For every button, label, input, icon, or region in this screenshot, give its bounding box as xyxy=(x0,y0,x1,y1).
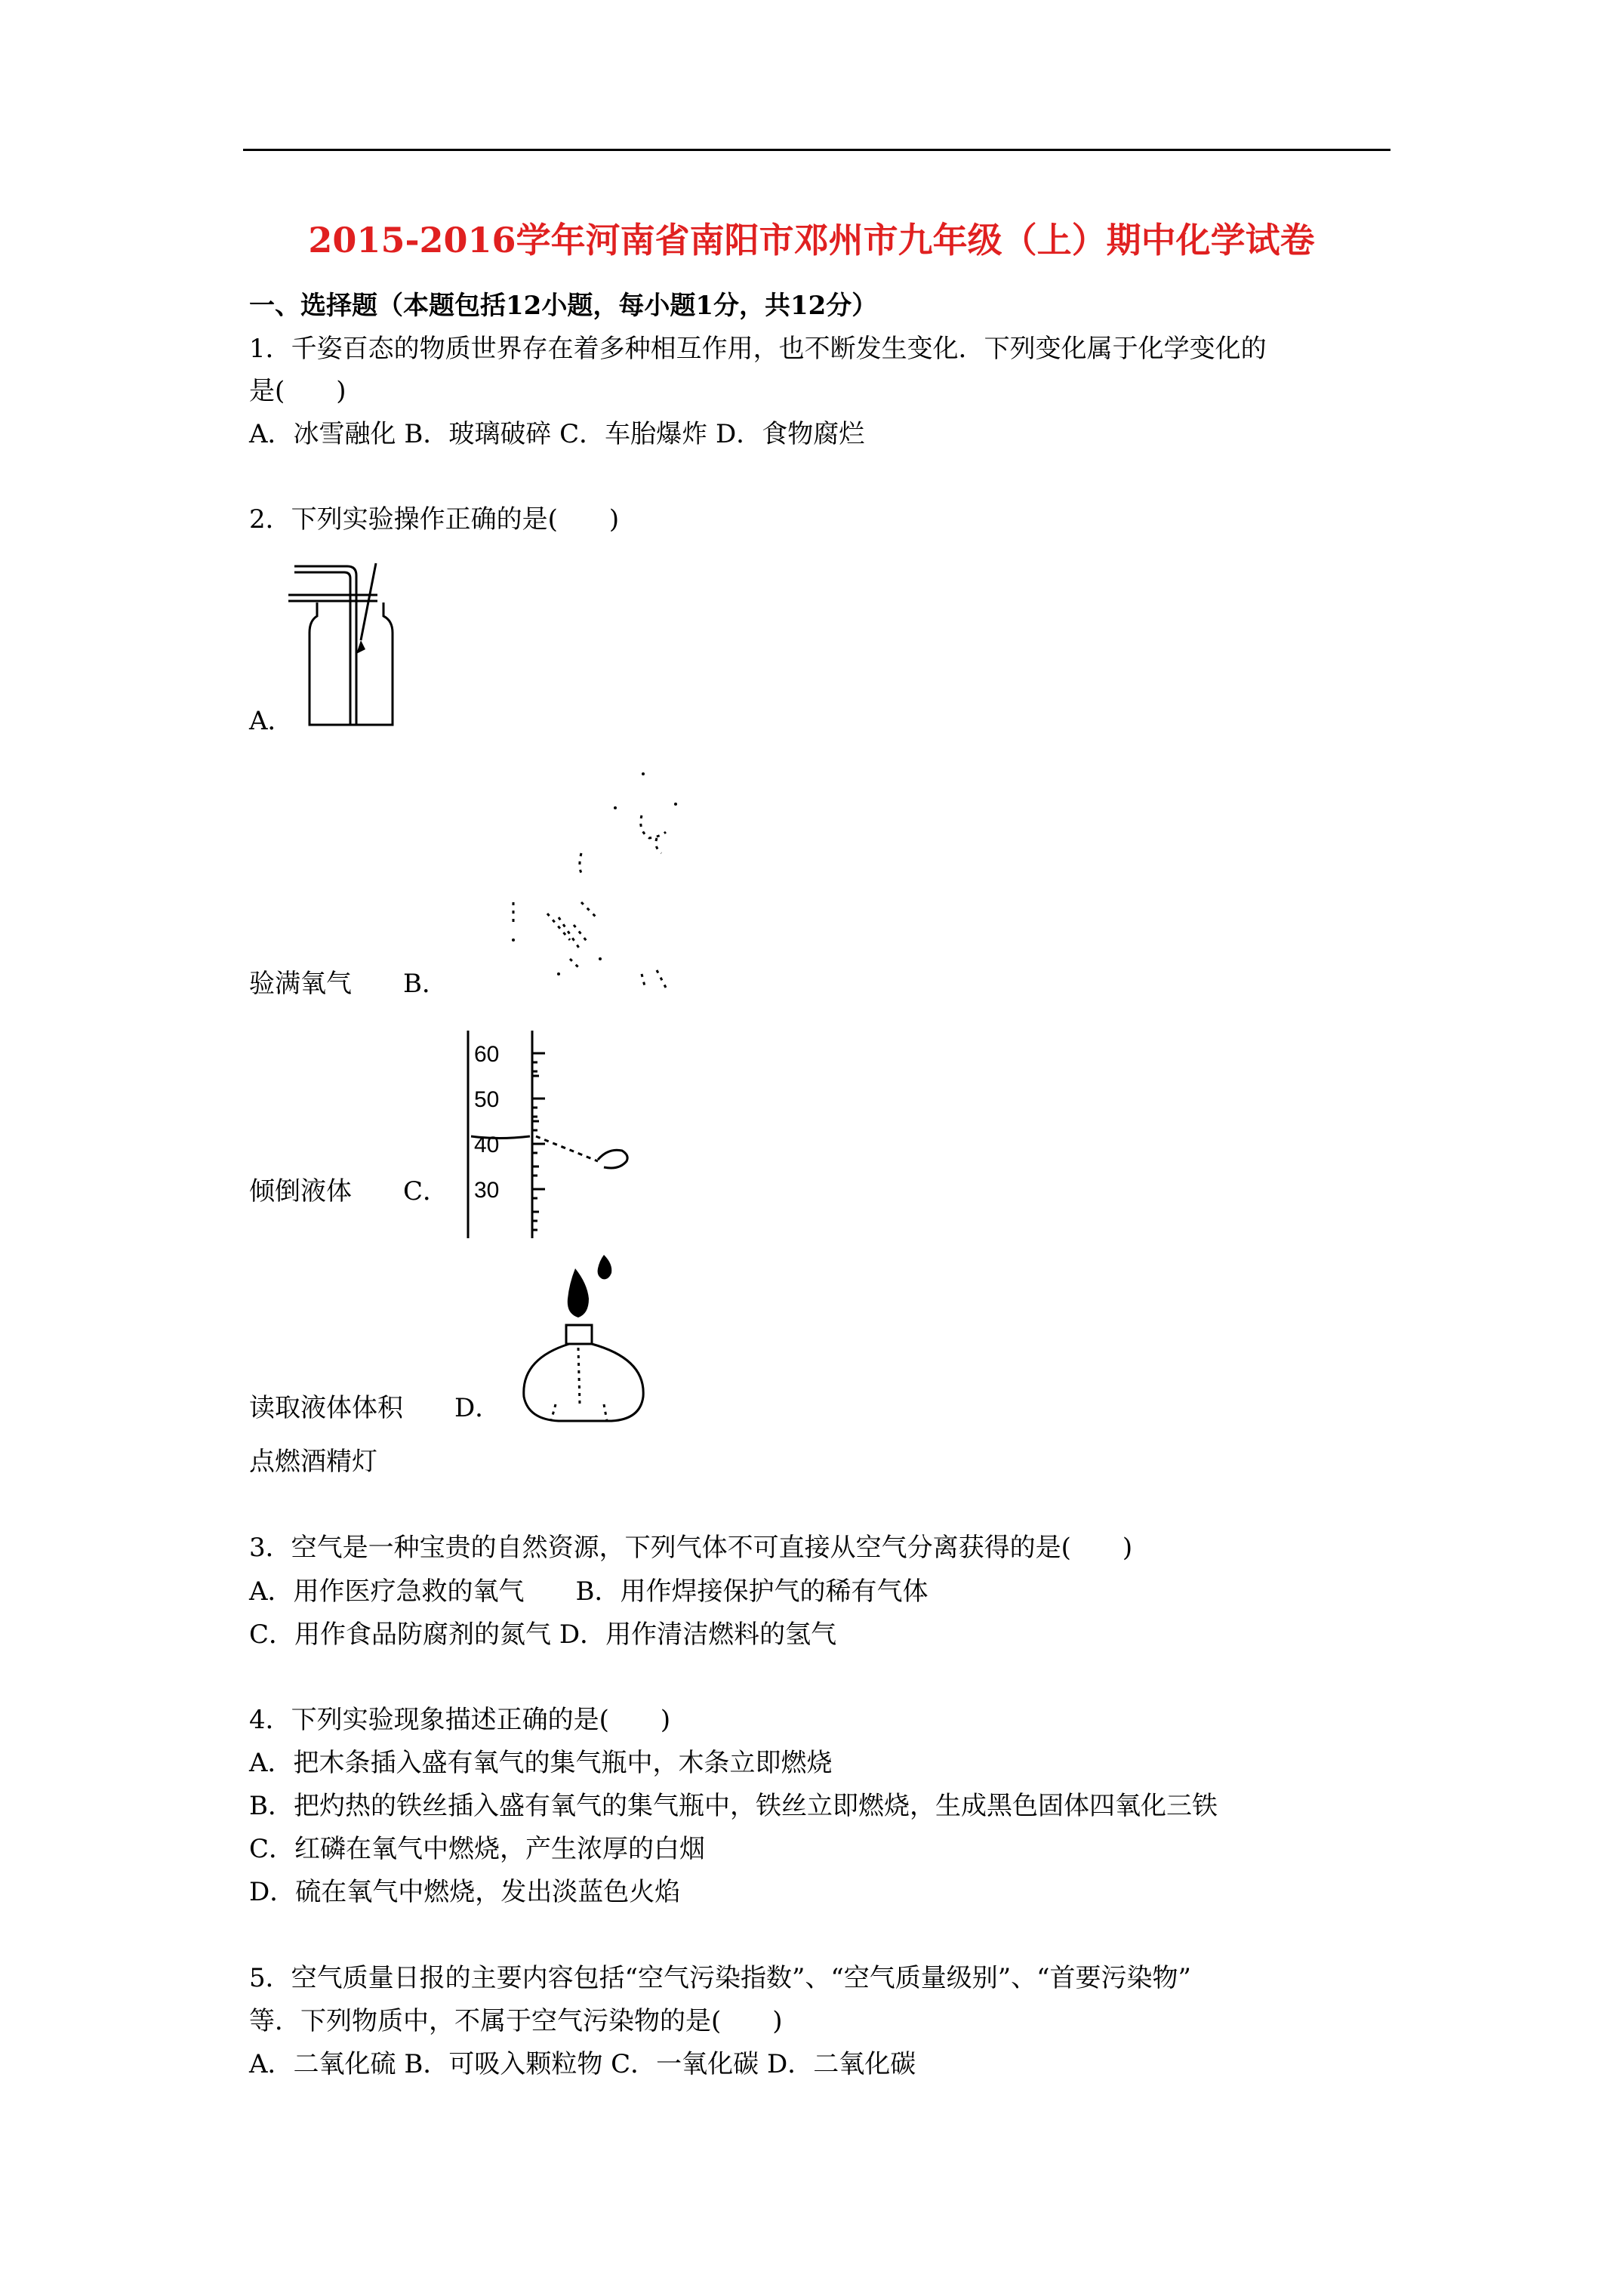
q1-stem-line2: 是( ) xyxy=(249,376,346,406)
figure-oxygen-check xyxy=(287,557,400,731)
q1-stem-line1: 1．千姿百态的物质世界存在着多种相互作用，也不断发生变化．下列变化属于化学变化的 xyxy=(249,334,1267,364)
tick-label-50: 50 xyxy=(474,1087,500,1112)
tick-label-30: 30 xyxy=(474,1178,500,1203)
exam-title: 2015-2016学年河南省南阳市邓州市九年级（上）期中化学试卷 xyxy=(308,220,1315,260)
q4-option-d: D．硫在氧气中燃烧，发出淡蓝色火焰 xyxy=(249,1877,681,1907)
q1-options: A．冰雪融化 B．玻璃破碎 C．车胎爆炸 D．食物腐烂 xyxy=(249,419,865,449)
q3-options-line1: A．用作医疗急救的氧气 B．用作焊接保护气的稀有气体 xyxy=(249,1576,929,1607)
q2-caption-a-label-b: 验满氧气 B． xyxy=(249,969,448,999)
q5-stem-line2: 等．下列物质中，不属于空气污染物的是( ) xyxy=(249,2006,783,2036)
q5-stem-line1: 5．空气质量日报的主要内容包括“空气污染指数”、“空气质量级别”、“首要污染物” xyxy=(249,1963,1191,1993)
q2-stem: 2．下列实验操作正确的是( ) xyxy=(249,504,620,535)
header-rule xyxy=(243,149,1390,151)
q4-option-c: C．红磷在氧气中燃烧，产生浓厚的白烟 xyxy=(249,1834,706,1864)
q3-stem: 3．空气是一种宝贵的自然资源，下列气体不可直接从空气分离获得的是( ) xyxy=(249,1533,1133,1563)
q2-caption-d: 点燃酒精灯 xyxy=(249,1447,377,1477)
q2-caption-c-label-d: 读取液体体积 D． xyxy=(249,1393,501,1423)
figure-pouring-liquid xyxy=(468,763,725,997)
tick-label-60: 60 xyxy=(474,1042,500,1067)
tick-label-40: 40 xyxy=(474,1133,500,1157)
q4-option-a: A．把木条插入盛有氧气的集气瓶中，木条立即燃烧 xyxy=(249,1748,833,1778)
q2-label-a: A． xyxy=(249,706,294,736)
q4-stem: 4．下列实验现象描述正确的是( ) xyxy=(249,1705,671,1735)
figure-graduated-cylinder xyxy=(460,1027,649,1246)
section-heading: 一、选择题（本题包括12小题，每小题1分，共12分） xyxy=(249,291,878,321)
figure-alcohol-lamp xyxy=(513,1253,664,1427)
q2-caption-b-label-c: 倾倒液体 C． xyxy=(249,1176,449,1207)
q3-options-line2: C．用作食品防腐剂的氮气 D．用作清洁燃料的氢气 xyxy=(249,1620,837,1650)
q5-options: A．二氧化硫 B．可吸入颗粒物 C．一氧化碳 D．二氧化碳 xyxy=(249,2049,916,2079)
q4-option-b: B．把灼热的铁丝插入盛有氧气的集气瓶中，铁丝立即燃烧，生成黑色固体四氧化三铁 xyxy=(249,1791,1218,1821)
